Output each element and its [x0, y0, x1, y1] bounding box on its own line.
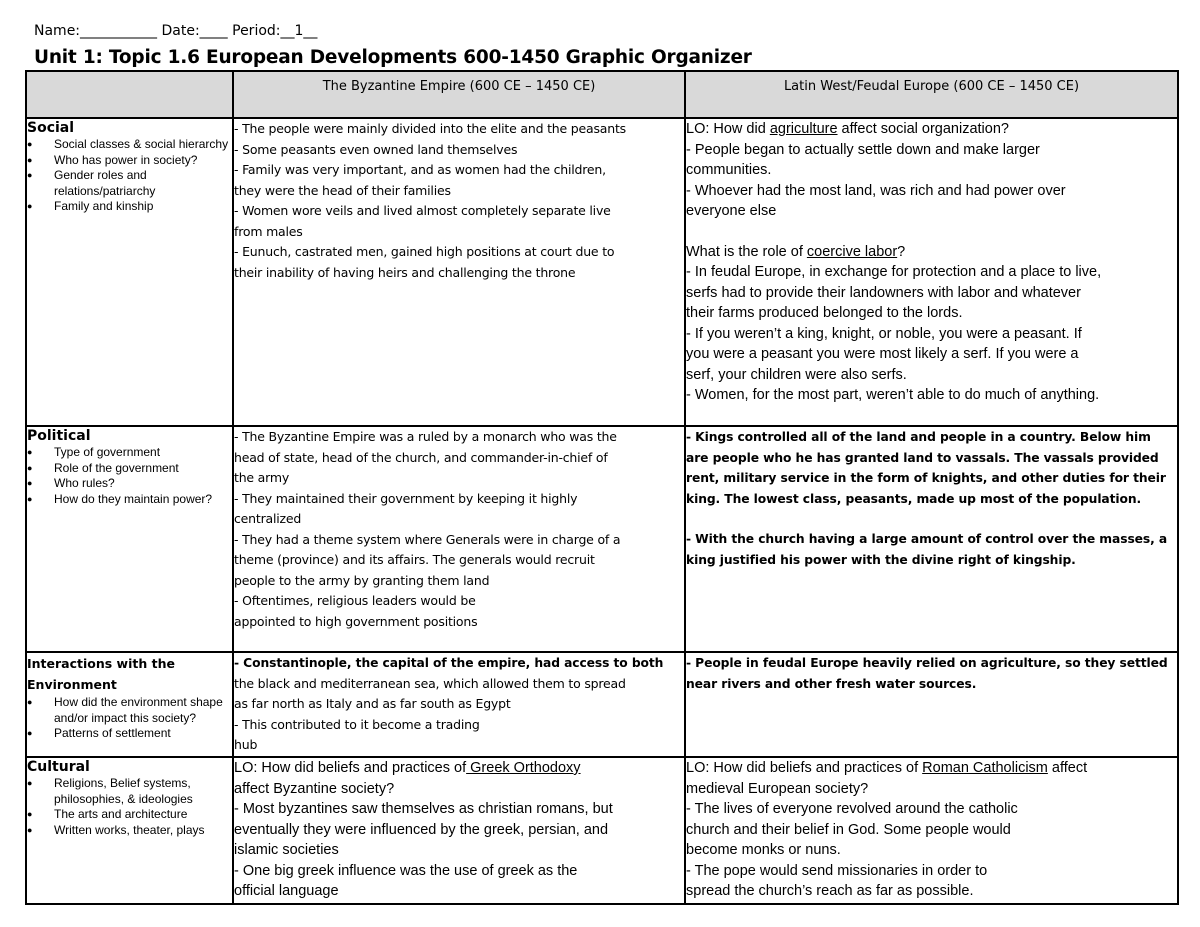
political-prompt: ● How do they maintain power?: [27, 492, 232, 508]
answer-line: their inability of having heirs and challenging the throne: [234, 264, 576, 280]
cultural-prompts-list: [27, 776, 232, 838]
political-byzantine-cell: [233, 426, 685, 652]
lo-term: Roman Catholicism: [922, 760, 1048, 776]
environment-prompt: ● Patterns of settlement: [27, 726, 232, 742]
political-prompt: ● Role of the government: [27, 461, 232, 477]
name-blank: ___________: [80, 23, 158, 39]
lo-suffix: affect social organization?: [837, 121, 1009, 137]
answer-line: everyone else: [686, 203, 777, 219]
answer-line: - The pope would send missionaries in order to: [686, 862, 988, 879]
social-prompt: ● Family and kinship: [27, 199, 232, 215]
blank-line: [686, 222, 1177, 242]
answer-line: official language: [234, 883, 339, 899]
lo-suffix: affect: [1047, 760, 1088, 776]
answer-line: - This contributed to it become a trading: [234, 716, 480, 732]
political-prompt: ● Who rules?: [27, 476, 232, 492]
political-category-cell: [26, 426, 233, 652]
cultural-prompt: ● Religions, Belief systems, philosophies, & ideologies: [27, 776, 232, 807]
answer-line: - In feudal Europe, in exchange for protection and a place to live,: [686, 264, 1102, 280]
social-category-cell: [26, 118, 233, 426]
answer-line: - The people were mainly divided into the elite and the peasants: [234, 121, 626, 136]
answer-line: hub: [234, 737, 258, 752]
cultural-prompt: ● Written works, theater, plays: [27, 823, 232, 839]
answer-line: - Eunuch, castrated men, gained high positions at court due to: [234, 244, 615, 259]
lo-term: Greek Orthodoxy: [466, 760, 581, 776]
social-prompt: ● Social classes & social hierarchy: [27, 137, 232, 153]
environment-prompts-list: [27, 695, 232, 742]
learning-objective: [686, 119, 1177, 140]
page-title: Unit 1: Topic 1.6 European Developments 600-1450 Graphic Organizer: [34, 47, 752, 68]
answer-line: church and their belief in God. Some people would: [686, 821, 1011, 838]
social-prompt: ● Gender roles and relations/patriarchy: [27, 168, 232, 199]
social-title: Social: [27, 120, 75, 136]
learning-objective: [234, 758, 684, 779]
answer-line: as far north as Italy and as far south as Egypt: [234, 696, 511, 711]
social-latin-cell: [685, 118, 1178, 426]
answer-line: head of state, head of the church, and commander-in-chief of: [234, 449, 608, 465]
answer-line: - Whoever had the most land, was rich and had power over: [686, 182, 1066, 199]
question-line: [686, 242, 1177, 263]
answer-line: theme (province) and its affairs. The generals would recruit: [234, 552, 595, 567]
question-suffix: ?: [897, 243, 906, 260]
environment-title-line: Interactions with the: [27, 656, 175, 671]
social-prompt: ● Who has power in society?: [27, 153, 232, 169]
cultural-byzantine-cell: [233, 757, 685, 904]
answer-line: - Kings controlled all of the land and people in a country. Below him: [686, 430, 1151, 444]
answer-line: appointed to high government positions: [234, 613, 478, 629]
answer-line: are people who he has granted land to vassals. The vassals provided: [686, 450, 1159, 465]
name-label: Name:: [34, 23, 81, 39]
answer-line: serfs had to provide their landowners with labor and whatever: [686, 284, 1081, 301]
answer-line: communities.: [686, 162, 772, 178]
answer-line: - They maintained their government by keeping it highly: [234, 490, 578, 506]
answer-line: people to the army by granting them land: [234, 572, 490, 588]
cultural-row: [26, 757, 1178, 904]
cultural-prompt: ● The arts and architecture: [27, 807, 232, 823]
environment-row: [26, 652, 1178, 757]
answer-line: - Constantinople, the capital of the empire, had access to both: [234, 656, 664, 670]
answer-line: their farms produced belonged to the lords.: [686, 305, 963, 321]
lo-term: agriculture: [769, 121, 838, 137]
header-latin-cell: [685, 71, 1178, 118]
answer-line: serf, your children were also serfs.: [686, 366, 907, 383]
environment-prompt: ● How did the environment shape and/or impact this society?: [27, 695, 232, 726]
answer-line: become monks or nuns.: [686, 842, 841, 858]
byzantine-column-header: The Byzantine Empire (600 CE – 1450 CE): [322, 79, 596, 94]
answer-line: - Women, for the most part, weren’t able to do much of anything.: [686, 387, 1100, 403]
cultural-category-cell: [26, 757, 233, 904]
answer-line: - People in feudal Europe heavily relied on agriculture, so they settled: [686, 656, 1168, 670]
header-row: [26, 71, 1178, 118]
learning-objective-line2: medieval European society?: [686, 780, 869, 797]
environment-title-line: Environment: [27, 677, 117, 692]
answer-line: king. The lowest class, peasants, made up most of the population.: [686, 491, 1142, 506]
environment-latin-cell: [685, 652, 1178, 757]
answer-line: - Family was very important, and as women had the children,: [234, 162, 606, 177]
answer-line: - Oftentimes, religious leaders would be: [234, 593, 476, 608]
date-label: Date:: [161, 23, 200, 39]
answer-line: from males: [234, 223, 303, 239]
answer-line: the army: [234, 470, 290, 485]
answer-line: - With the church having a large amount of control over the masses, a: [686, 532, 1168, 546]
lo-prefix: LO: How did beliefs and practices of: [234, 760, 467, 776]
political-prompt: ● Type of government: [27, 445, 232, 461]
period-label: Period:: [232, 23, 281, 39]
environment-category-cell: [26, 652, 233, 757]
answer-line: centralized: [234, 511, 302, 526]
answer-line: spread the church’s reach as far as possible.: [686, 883, 974, 899]
political-prompts-list: [27, 445, 232, 507]
lo-prefix: LO: How did: [686, 121, 770, 137]
graphic-organizer-table: [25, 70, 1179, 905]
answer-line: you were a peasant you were most likely a serf. If you were a: [686, 346, 1079, 362]
answer-line: they were the head of their families: [234, 182, 451, 198]
latin-column-header: Latin West/Feudal Europe (600 CE – 1450 CE): [783, 79, 1080, 94]
lo-prefix: LO: How did beliefs and practices of: [686, 760, 923, 776]
answer-line: - If you weren’t a king, knight, or noble, you were a peasant. If: [686, 325, 1082, 342]
answer-line: the black and mediterranean sea, which allowed them to spread: [234, 675, 626, 691]
question-term: coercive labor: [806, 243, 898, 260]
answer-line: near rivers and other fresh water sources.: [686, 676, 977, 691]
answer-line: - Some peasants even owned land themselves: [234, 141, 518, 157]
cultural-latin-cell: [685, 757, 1178, 904]
political-row: [26, 426, 1178, 652]
period-value: __1__: [280, 23, 318, 39]
header-empty-cell: [26, 71, 233, 118]
date-blank: ____: [199, 23, 228, 39]
social-row: [26, 118, 1178, 426]
answer-line: - People began to actually settle down and make larger: [686, 141, 1040, 158]
cultural-title: Cultural: [27, 759, 90, 775]
answer-line: - Women wore veils and lived almost completely separate live: [234, 203, 611, 218]
learning-objective: [686, 758, 1177, 779]
question-prefix: What is the role of: [686, 243, 807, 260]
answer-line: - They had a theme system where Generals were in charge of a: [234, 531, 621, 547]
learning-objective-line2: affect Byzantine society?: [234, 780, 395, 797]
political-latin-cell: [685, 426, 1178, 652]
blank-line: [686, 509, 1177, 529]
student-info-line: [34, 22, 317, 40]
environment-byzantine-cell: [233, 652, 685, 757]
political-title: Political: [27, 428, 91, 444]
answer-line: - The lives of everyone revolved around the catholic: [686, 801, 1018, 817]
answer-line: eventually they were influenced by the greek, persian, and: [234, 821, 609, 838]
answer-line: islamic societies: [234, 842, 339, 858]
social-byzantine-cell: [233, 118, 685, 426]
header-byzantine-cell: [233, 71, 685, 118]
answer-line: - One big greek influence was the use of greek as the: [234, 862, 578, 879]
answer-line: - Most byzantines saw themselves as christian romans, but: [234, 801, 613, 817]
social-prompts-list: [27, 137, 232, 215]
answer-line: rent, military service in the form of knights, and other duties for their: [686, 471, 1166, 485]
answer-line: king justified his power with the divine right of kingship.: [686, 552, 1076, 567]
answer-line: - The Byzantine Empire was a ruled by a monarch who was the: [234, 429, 617, 444]
